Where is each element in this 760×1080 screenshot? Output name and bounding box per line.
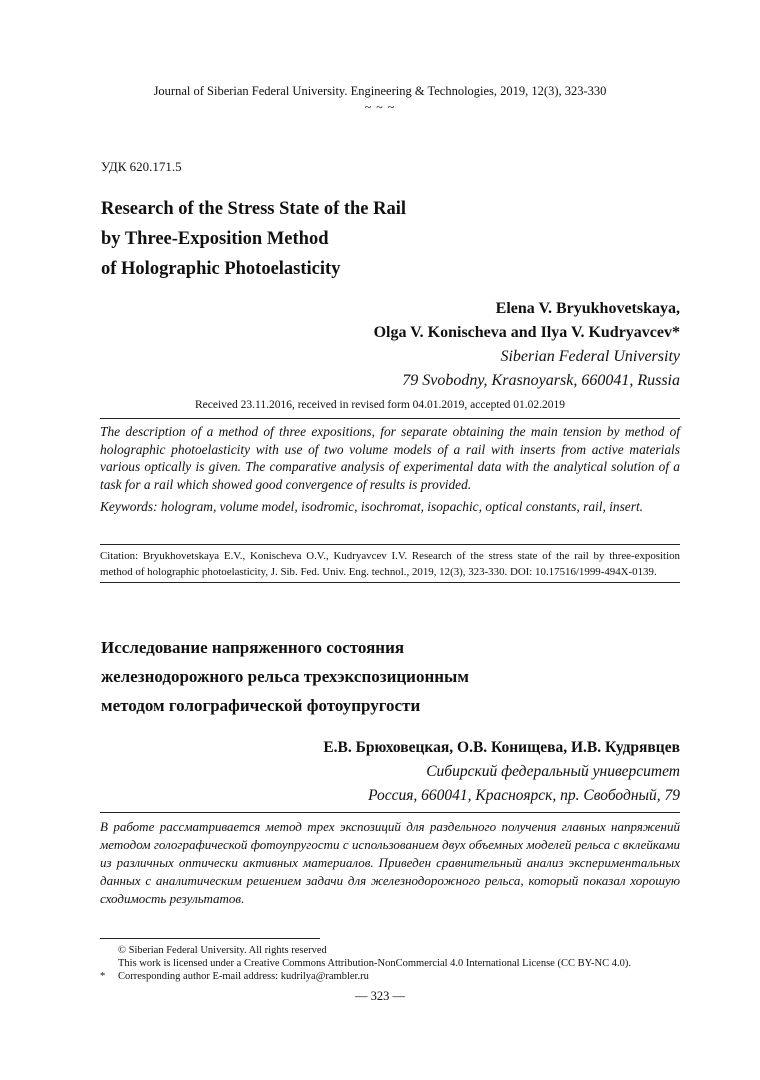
received-dates: Received 23.11.2016, received in revised form 04.01.2019, accepted 01.02.2019 (194, 399, 566, 411)
journal-header: Journal of Siberian Federal University. Engineering & Technologies, 2019, 12(3), 323-330 (153, 84, 607, 98)
header-ornament: ~ ~ ~ (364, 100, 396, 114)
authors-ru-names: Е.В. Брюховецкая, О.В. Конищева, И.В. Кудрявцев (323, 739, 680, 756)
authors-en-line-1: Elena V. Bryukhovetskaya, (495, 300, 680, 317)
address-en: 79 Svobodny, Krasnoyarsk, 660041, Russia (402, 372, 680, 389)
title-ru-line-1: Исследование напряженного состояния (101, 638, 405, 657)
authors-en (374, 297, 680, 393)
title-ru-line-2: железнодорожного рельса трехэкспозиционным (101, 667, 469, 686)
affiliation-ru: Сибирский федеральный университет (426, 763, 680, 780)
footnote-star: * (100, 971, 106, 982)
footnote-corresponding-author: Corresponding author E-mail address: kudrilya@rambler.ru (118, 971, 369, 982)
article-title-en (101, 194, 406, 284)
authors-ru (323, 736, 680, 808)
title-en-line-1: Research of the Stress State of the Rail (101, 199, 407, 219)
citation-bottom-rule (100, 582, 680, 583)
title-ru-line-3: методом голографической фотоупругости (101, 696, 421, 715)
keywords-en: Keywords: hologram, volume model, isodromic, isochromat, isopachic, optical constants, rail, insert. (100, 499, 644, 514)
title-en-line-2: by Three-Exposition Method (101, 229, 329, 249)
footnote-copyright: © Siberian Federal University. All rights reserved (118, 945, 327, 956)
abstract-en: The description of a method of three expositions, for separate obtaining the main tension by method of holographic photoelasticity with use of two volume models of a rail with inserts from active materials various optically is given. The comparative analysis of experimental data with the analytical solution of a task for a rail which showed good convergence of results is provided. (100, 424, 680, 492)
footnote-rule (100, 938, 320, 939)
authors-en-line-2: Olga V. Konischeva and Ilya V. Kudryavcev* (373, 324, 680, 341)
abstract-ru: В работе рассматривается метод трех экспозиций для раздельного получения главных напряжений методом голографической фотоупругости с использованием двух объемных моделей рельса с вклейками из различных оптически активных материалов. Приведен сравнительный анализ экспериментальных данных с аналитическим решением задачи для железнодорожного рельса, который показал хорошую сходимость результатов. (100, 819, 680, 906)
footnote-license: This work is licensed under a Creative Commons Attribution-NonCommercial 4.0 International License (CC BY-NC 4.0). (118, 958, 631, 969)
abstract-ru-top-rule (100, 812, 680, 813)
article-title-ru (101, 633, 469, 720)
address-ru: Россия, 660041, Красноярск, пр. Свободный, 79 (368, 787, 680, 804)
abstract-top-rule (100, 418, 680, 419)
page-number: — 323 — (355, 989, 405, 1003)
affiliation-en: Siberian Federal University (500, 348, 680, 365)
citation-top-rule (100, 544, 680, 545)
title-en-line-3: of Holographic Photoelasticity (101, 259, 341, 279)
citation: Citation: Bryukhovetskaya E.V., Konischeva O.V., Kudryavcev I.V. Research of the stress state of the rail by three-exposition method of holographic photoelasticity, J. Sib. Fed. Univ. Eng. technol., 2019, 12(3), 323-330. DOI: 10.17516/1999-494X-0139. (100, 550, 680, 578)
udk-code: УДК 620.171.5 (101, 159, 182, 174)
